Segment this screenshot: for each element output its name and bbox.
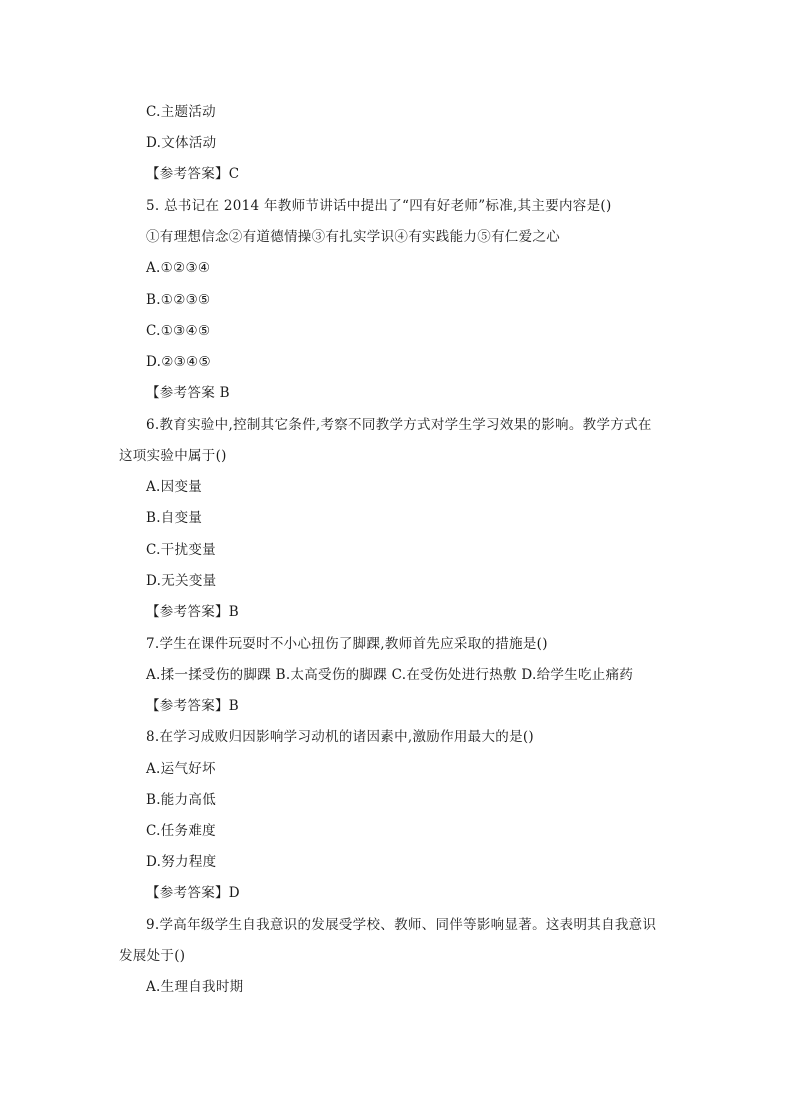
question-7-line: 7.学生在课件玩耍时不小心扭伤了脚踝,教师首先应采取的措施是() (146, 636, 548, 652)
answer-line: 【参考答案】C (146, 166, 240, 182)
question-6-line: 6.教育实验中,控制其它条件,考察不同教学方式对学生学习效果的影响。教学方式在 (146, 417, 652, 433)
option-c-line: C.主题活动 (146, 104, 216, 120)
option-c-line: C.①③④⑤ (146, 323, 211, 339)
option-b-line: B.自变量 (146, 510, 203, 526)
answer-line: 【参考答案】B (146, 698, 240, 714)
option-a-line: A.生理自我时期 (146, 979, 244, 995)
question-9-line: 9.学高年级学生自我意识的发展受学校、教师、同伴等影响显著。这表明其自我意识 (146, 917, 657, 933)
question-5-items-line: ①有理想信念②有道德情操③有扎实学识④有实践能力⑤有仁爱之心 (146, 229, 560, 245)
answer-line: 【参考答案】D (146, 885, 240, 901)
answer-line: 【参考答案】B (146, 604, 240, 620)
option-d-line: D.无关变量 (146, 573, 217, 589)
option-a-line: A.因变量 (146, 479, 203, 495)
option-b-line: B.能力高低 (146, 792, 217, 808)
question-6-continuation-line: 这项实验中属于() (119, 448, 227, 464)
question-5-line: 5. 总书记在 2014 年教师节讲话中提出了“四有好老师”标准,其主要内容是() (146, 198, 612, 214)
option-d-line: D.②③④⑤ (146, 354, 211, 370)
option-a-line: A.运气好坏 (146, 761, 216, 777)
question-8-line: 8.在学习成败归因影响学习动机的诸因素中,激励作用最大的是() (146, 729, 535, 745)
option-c-line: C.任务难度 (146, 823, 216, 839)
option-d-line: D.努力程度 (146, 854, 217, 870)
option-b-line: B.①②③⑤ (146, 292, 211, 308)
option-a-line: A.①②③④ (146, 260, 211, 276)
answer-line: 【参考答案 B (146, 385, 230, 401)
option-c-line: C.干扰变量 (146, 542, 216, 558)
question-7-options-line: A.揉一揉受伤的脚踝 B.太高受伤的脚踝 C.在受伤处进行热敷 D.给学生吃止痛药 (146, 667, 634, 683)
question-9-continuation-line: 发展处于() (119, 948, 186, 964)
option-d-line: D.文体活动 (146, 135, 217, 151)
